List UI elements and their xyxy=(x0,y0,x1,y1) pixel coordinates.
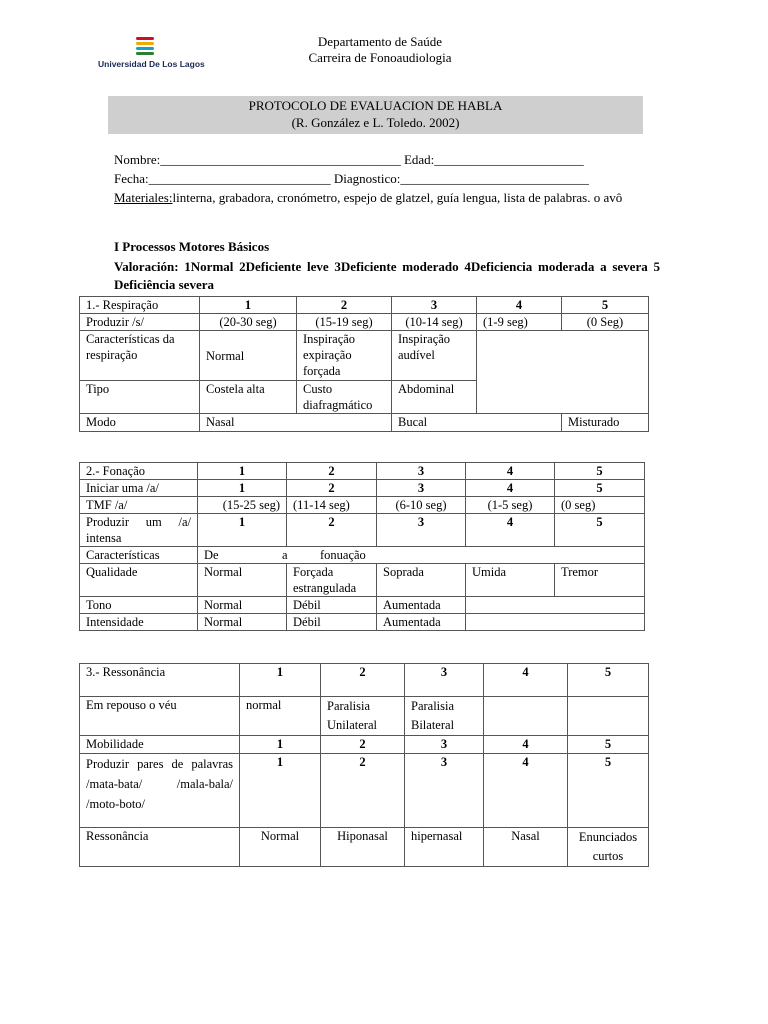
table-cell: 4 xyxy=(484,736,568,754)
empty-cell xyxy=(466,614,645,631)
table-cell: Débil xyxy=(287,614,377,631)
table-cell: Misturado xyxy=(562,414,649,432)
table-cell: 3 xyxy=(377,480,466,497)
table-header-cell: 5 xyxy=(555,463,645,480)
table-header-cell: 1.- Respiração xyxy=(80,297,200,314)
table-header-cell: 3 xyxy=(405,664,484,697)
table-cell: Normal xyxy=(200,331,297,381)
table-cell: (15-25 seg) xyxy=(198,497,287,514)
table-header-cell: 5 xyxy=(568,664,649,697)
materials-label: Materiales: xyxy=(114,190,173,205)
table-header-cell: 4 xyxy=(477,297,562,314)
table-cell: Características xyxy=(80,547,198,564)
table-header-cell: 4 xyxy=(466,463,555,480)
materials-line xyxy=(114,189,642,207)
name-age-field[interactable]: Nombre:_____________________________________ Edad:_______________________ xyxy=(114,152,584,167)
table-cell: 3 xyxy=(377,514,466,547)
characteristics-span-cell xyxy=(198,547,645,564)
table-cell: (1-5 seg) xyxy=(466,497,555,514)
empty-cell xyxy=(477,331,649,414)
table-cell: Umida xyxy=(466,564,555,597)
table-cell: Paralisia Bilateral xyxy=(405,697,484,736)
table-header-cell: 3.- Ressonância xyxy=(80,664,240,697)
table-cell: 4 xyxy=(466,480,555,497)
table-cell: 5 xyxy=(568,754,649,828)
table-cell: 5 xyxy=(555,480,645,497)
empty-cell xyxy=(568,697,649,736)
table-cell: Custo diafragmático xyxy=(297,381,392,414)
table-cell: Normal xyxy=(240,828,321,867)
table-cell: Em repouso o véu xyxy=(80,697,240,736)
table-cell: Inspiração expiração forçada xyxy=(297,331,392,381)
logo-stripes-icon xyxy=(136,37,156,55)
table-cell: Paralisia Unilateral xyxy=(321,697,405,736)
materials-text: linterna, grabadora, cronómetro, espejo de glatzel, guía lengua, lista de palabras. o avô xyxy=(172,190,623,205)
table-cell: (0 seg) xyxy=(555,497,645,514)
table-header-cell: 2 xyxy=(321,664,405,697)
course-name: Carreira de Fonoaudiologia xyxy=(308,50,452,65)
table-header-cell: 3 xyxy=(392,297,477,314)
rating-scale: Valoración: 1Normal 2Deficiente leve 3Deficiente moderado 4Deficiencia moderada a severa 5 Deficiência severa xyxy=(114,259,660,292)
table-cell: (11-14 seg) xyxy=(287,497,377,514)
table-cell: 5 xyxy=(555,514,645,547)
table-cell: 3 xyxy=(405,754,484,828)
table-cell: (20-30 seg) xyxy=(200,314,297,331)
table-cell: 1 xyxy=(198,514,287,547)
table-cell: Aumentada xyxy=(377,597,466,614)
empty-cell xyxy=(466,597,645,614)
table-header-cell: 1 xyxy=(200,297,297,314)
table-cell: Produzir pares de palavras /mata-bata/ /mala-bala/ /moto-boto/ xyxy=(80,754,240,828)
table-cell: Débil xyxy=(287,597,377,614)
table-cell: Intensidade xyxy=(80,614,198,631)
table-cell: 1 xyxy=(198,480,287,497)
table-cell: 1 xyxy=(240,736,321,754)
table-cell: Nasal xyxy=(200,414,392,432)
table-cell: Características da respiração xyxy=(80,331,200,381)
table-cell: 3 xyxy=(405,736,484,754)
department-name: Departamento de Saúde xyxy=(317,34,443,49)
table-cell: 4 xyxy=(466,514,555,547)
university-logo xyxy=(98,37,205,70)
table-cell: TMF /a/ xyxy=(80,497,198,514)
table-cell: (0 Seg) xyxy=(562,314,649,331)
table-header-cell: 5 xyxy=(562,297,649,314)
table-cell: Normal xyxy=(198,564,287,597)
table-header-cell: 2 xyxy=(287,463,377,480)
table-cell: Ressonância xyxy=(80,828,240,867)
department-header xyxy=(300,34,460,66)
table-cell: Tono xyxy=(80,597,198,614)
table-cell: Aumentada xyxy=(377,614,466,631)
table-cell: Enunciados curtos xyxy=(568,828,649,867)
table-cell: Nasal xyxy=(484,828,568,867)
table-header-cell: 3 xyxy=(377,463,466,480)
table-cell: a xyxy=(282,548,288,562)
table-cell: Produzir /s/ xyxy=(80,314,200,331)
table-cell: De xyxy=(204,548,219,562)
table-cell: 1 xyxy=(240,754,321,828)
table-header-cell: 1 xyxy=(240,664,321,697)
table-cell: (1-9 seg) xyxy=(477,314,562,331)
table-cell: Inspiração audível xyxy=(392,331,477,381)
table-cell: 2 xyxy=(321,754,405,828)
table-cell: Mobilidade xyxy=(80,736,240,754)
table-cell: 2 xyxy=(287,480,377,497)
protocol-subtitle: (R. González e L. Toledo. 2002) xyxy=(291,115,460,130)
table-cell: Iniciar uma /a/ xyxy=(80,480,198,497)
table-cell: Modo xyxy=(80,414,200,432)
table-cell: 2 xyxy=(321,736,405,754)
table-cell: Forçada estrangulada xyxy=(287,564,377,597)
table-cell: Produzir um /a/ intensa xyxy=(80,514,198,547)
table-cell: normal xyxy=(240,697,321,736)
table-cell: 5 xyxy=(568,736,649,754)
table-cell: Soprada xyxy=(377,564,466,597)
table-cell: Tremor xyxy=(555,564,645,597)
table-cell: 2 xyxy=(287,514,377,547)
resonance-table xyxy=(79,663,649,867)
table-header-cell: 2.- Fonação xyxy=(80,463,198,480)
table-cell: (6-10 seg) xyxy=(377,497,466,514)
protocol-title: PROTOCOLO DE EVALUACION DE HABLA xyxy=(248,98,503,113)
table-cell: Abdominal xyxy=(392,381,477,414)
protocol-banner xyxy=(108,96,643,134)
table-cell: Hiponasal xyxy=(321,828,405,867)
section-title: I Processos Motores Básicos xyxy=(114,239,270,254)
table-cell: (15-19 seg) xyxy=(297,314,392,331)
table-cell: hipernasal xyxy=(405,828,484,867)
table-cell: Tipo xyxy=(80,381,200,414)
table-header-cell: 2 xyxy=(297,297,392,314)
table-cell: Costela alta xyxy=(200,381,297,414)
table-header-cell: 4 xyxy=(484,664,568,697)
table-cell: Normal xyxy=(198,597,287,614)
table-header-cell: 1 xyxy=(198,463,287,480)
table-cell: Bucal xyxy=(392,414,562,432)
table-cell: fonuação xyxy=(320,548,366,562)
empty-cell xyxy=(484,697,568,736)
table-cell: (10-14 seg) xyxy=(392,314,477,331)
date-diagnosis-field[interactable]: Fecha:____________________________ Diagnostico:_____________________________ xyxy=(114,171,589,186)
table-cell: 4 xyxy=(484,754,568,828)
table-cell: Normal xyxy=(198,614,287,631)
phonation-table xyxy=(79,462,645,631)
logo-text: Universidad De Los Lagos xyxy=(98,59,205,69)
table-cell: Qualidade xyxy=(80,564,198,597)
respiration-table xyxy=(79,296,649,432)
